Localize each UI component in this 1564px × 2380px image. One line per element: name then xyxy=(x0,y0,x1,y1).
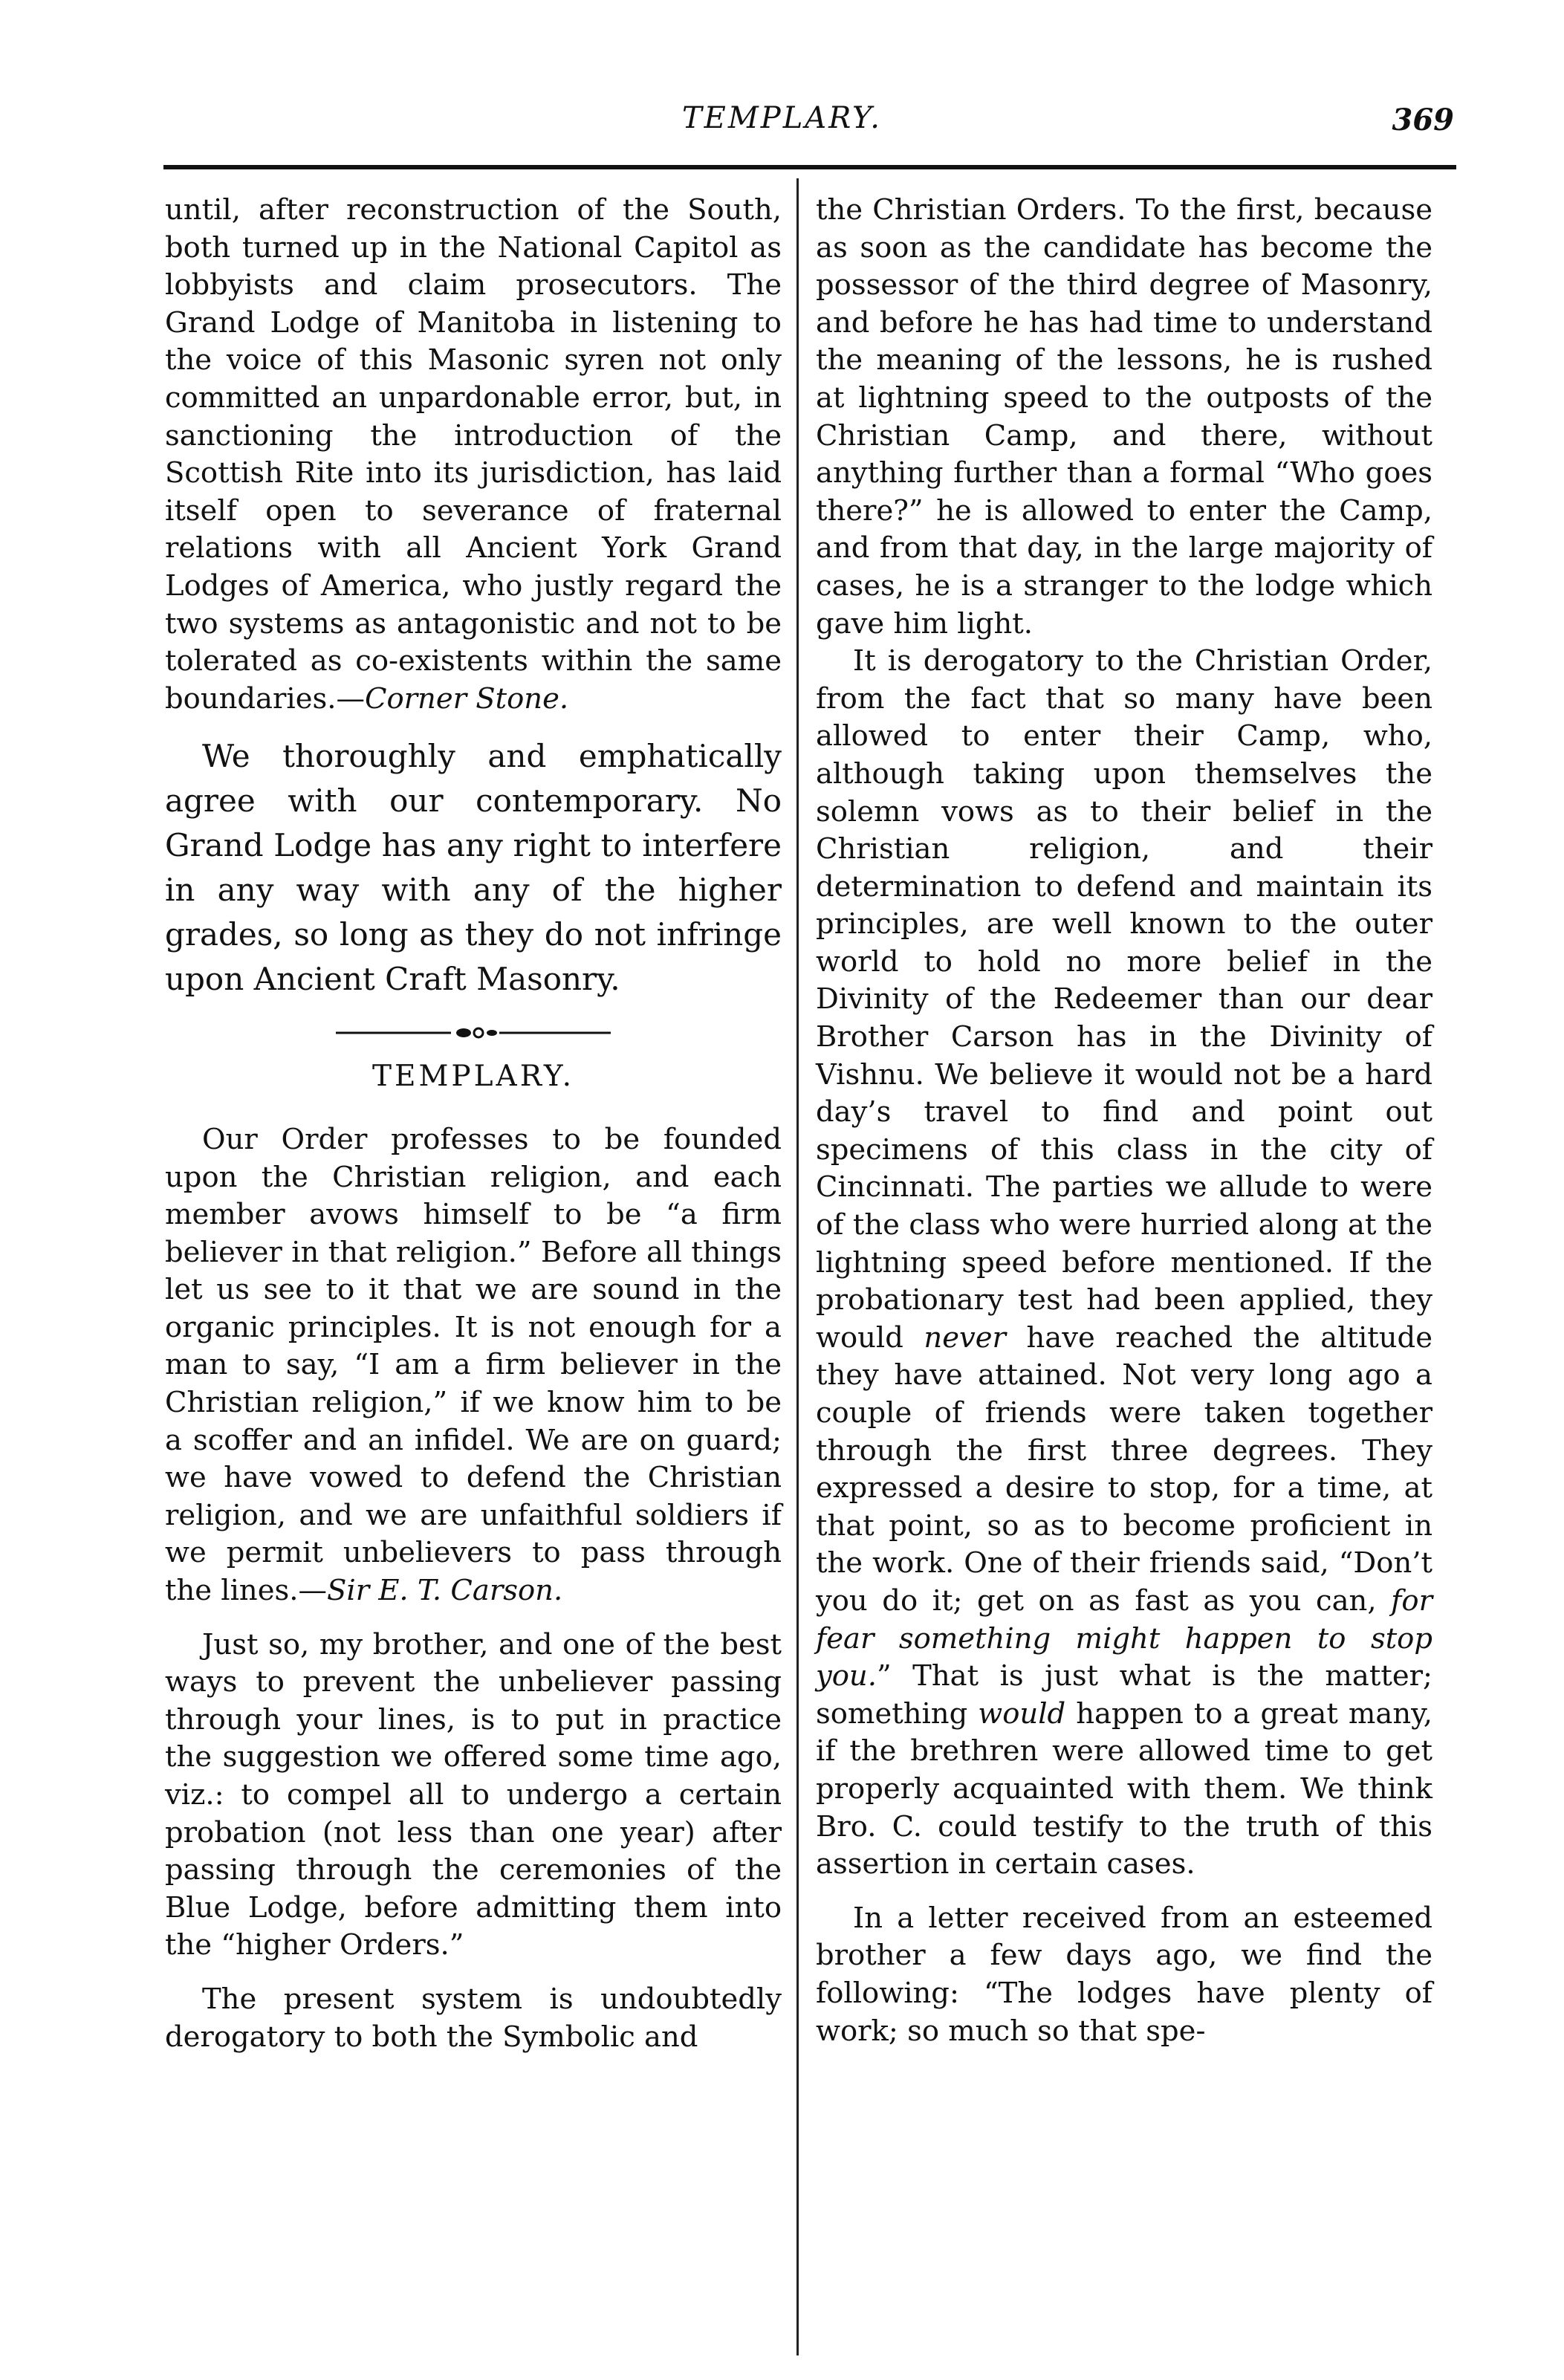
header-rule xyxy=(163,165,1456,169)
right-paragraph-2-would: would xyxy=(978,1696,1066,1731)
left-paragraph-3 xyxy=(165,1121,782,1610)
left-paragraph-1-source: Corner Stone. xyxy=(365,681,569,716)
left-paragraph-1 xyxy=(165,192,782,718)
right-paragraph-2-never: never xyxy=(924,1320,1006,1355)
right-paragraph-2-quote: for fear something might happen to stop you. xyxy=(816,1583,1432,1693)
right-paragraph-2-text-c: ” That is just what is the matter; something xyxy=(816,1659,1432,1731)
running-title: TEMPLARY. xyxy=(681,101,883,135)
left-column xyxy=(165,192,782,2056)
right-paragraph-1: the Christian Orders. To the first, because as soon as the candidate has become the possessor of the third degree of Masonry, and before he has had time to understand the meaning of the lessons, he is rushed at lightning speed to the outposts of the Christian Camp, and there, without anything further than a formal “Who goes there?” he is allowed to enter the Camp, and from that day, in the large majority of cases, he is a stranger to the lodge which gave him light. xyxy=(816,193,1432,641)
left-paragraph-5: The present system is undoubtedly derogatory to both the Symbolic and xyxy=(165,1982,782,2054)
right-paragraph-2-text-b: have reached the altitude they have attained. Not very long ago a couple of friends were taken together through the first three degrees. They expressed a desire to stop, for a time, at that point, so as to become proficient in the work. One of their friends said, “Don’t you do it; get on as fast as you can, xyxy=(816,1320,1432,1618)
left-paragraph-3-source: Sir E. T. Carson. xyxy=(327,1574,563,1608)
page-number: 369 xyxy=(1392,103,1454,137)
section-heading-templary: TEMPLARY. xyxy=(372,1060,574,1094)
left-paragraph-3-text: Our Order professes to be founded upon the Christian religion, and each member avows himself to be “a firm believer in that religion.” Before all things let us see to it that we are sound in the organic principles. It is not enough for a man to say, “I am a firm believer in the Christian religion,” if we know him to be a scoffer and an infidel. We are on guard; we have vowed to defend the Christian religion, and we are unfaithful soldiers if we permit unbelievers to pass through the lines.— xyxy=(165,1122,782,1608)
right-column xyxy=(816,192,1432,2050)
section-divider-ornament xyxy=(336,1021,611,1045)
right-paragraph-2 xyxy=(816,643,1432,1884)
left-paragraph-4: Just so, my brother, and one of the best ways to prevent the unbeliever passing through your lines, is to put in practice the suggestion we offered some time ago, viz.: to compel all to undergo a certain probation (not less than one year) after passing through the ceremonies of the Blue Lodge, before admitting them into the “higher Orders.” xyxy=(165,1627,782,1962)
right-paragraph-3: In a letter received from an esteemed brother a few days ago, we find the following: “The lodges have plenty of work; so much so that spe- xyxy=(816,1901,1432,2048)
left-paragraph-1-text: until, after reconstruction of the South, both turned up in the National Capitol as lobbyists and claim prosecutors. The Grand Lodge of Manitoba in listening to the voice of this Masonic syren not only committed an unpardonable error, but, in sanctioning the introduction of the Scottish Rite into its jurisdiction, has laid itself open to severance of fraternal relations with all Ancient York Grand Lodges of America, who justly regard the two systems as antagonistic and not to be tolerated as co-existents within the same boundaries.— xyxy=(165,193,782,716)
right-paragraph-2-text-a: It is derogatory to the Christian Order, from the fact that so many have been allowed to enter their Camp, who, although taking upon themselves the solemn vows as to their belief in the Christian religion, and their determination to defend and maintain its principles, are well known to the outer world to hold no more belief in the Divinity of the Redeemer than our dear Brother Carson has in the Divinity of Vishnu. We believe it would not be a hard day’s travel to find and point out specimens of this class in the city of Cincinnati. The parties we allude to were of the class who were hurried along at the lightning speed before mentioned. If the probationary test had been applied, they would xyxy=(816,644,1432,1355)
running-head xyxy=(0,95,1564,140)
right-paragraph-2-text-d: happen to a great many, if the brethren were allowed time to get properly acquainted with them. We think Bro. C. could testify to the truth of this assertion in certain cases. xyxy=(816,1696,1432,1881)
left-paragraph-2: We thoroughly and emphatically agree with our contemporary. No Grand Lodge has any right to interfere in any way with any of the higher grades, so long as they do not infringe upon Ancient Craft Masonry. xyxy=(165,738,782,998)
column-divider xyxy=(796,178,799,2355)
